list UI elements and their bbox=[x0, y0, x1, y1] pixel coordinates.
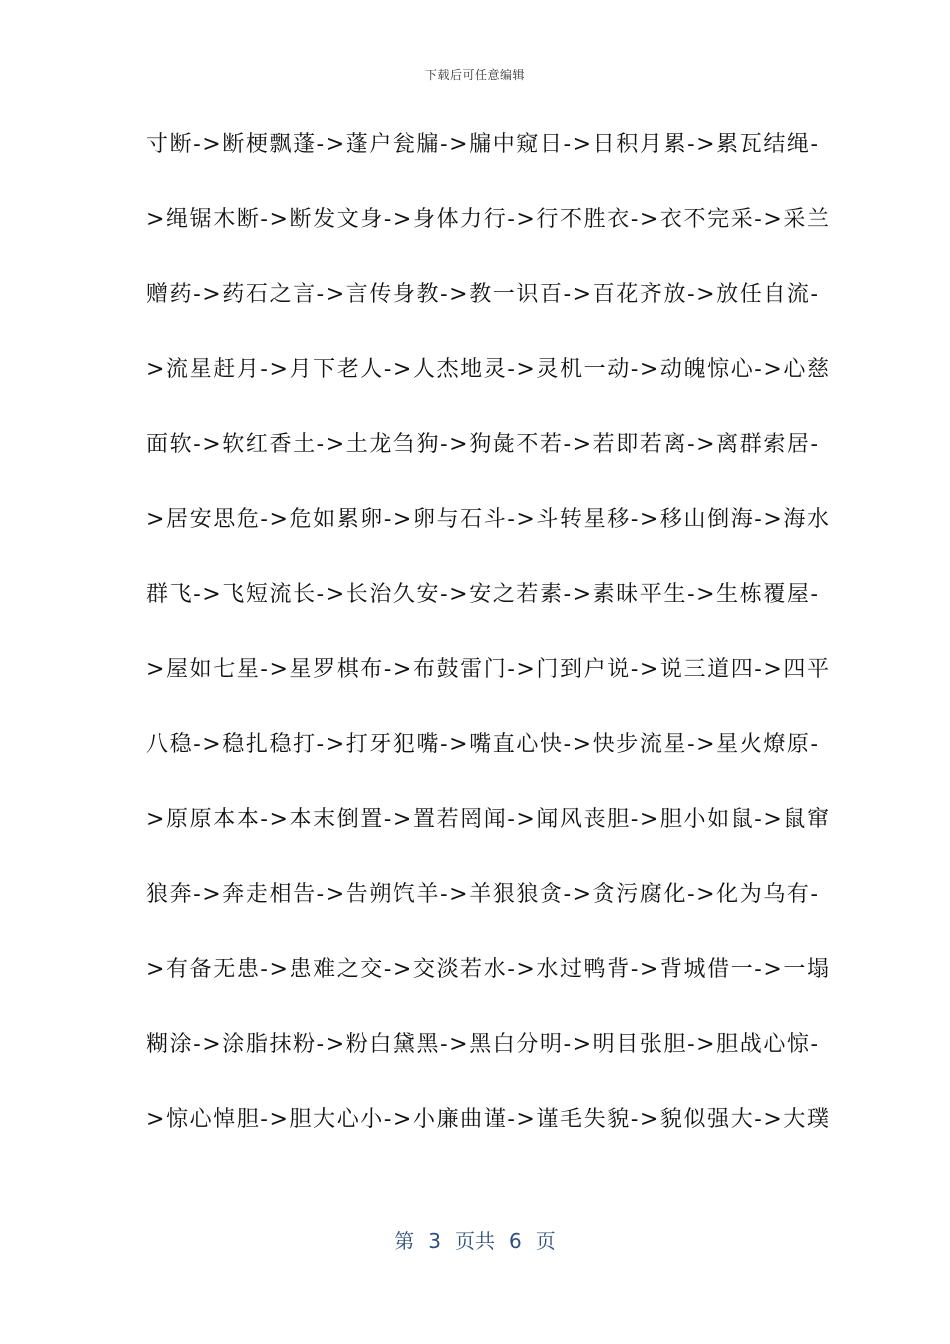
text-line: 糊涂->涂脂抹粉->粉白黛黑->黑白分明->明目张胆->胆战心惊- bbox=[146, 1032, 820, 1057]
text-line: 寸断->断梗飘蓬->蓬户瓮牖->牖中窥日->日积月累->累瓦结绳- bbox=[146, 132, 820, 157]
current-page-number: 3 bbox=[428, 1229, 441, 1253]
footer-prefix: 第 bbox=[394, 1229, 415, 1253]
footer-suffix: 页 bbox=[535, 1229, 556, 1253]
text-line: >有备无患->患难之交->交淡若水->水过鸭背->背城借一->一塌 bbox=[146, 957, 831, 982]
text-line: >惊心悼胆->胆大心小->小廉曲谨->谨毛失貌->貌似强大->大璞 bbox=[146, 1107, 831, 1132]
page-header: 下载后可任意编辑 bbox=[424, 68, 525, 82]
text-line: >屋如七星->星罗棋布->布鼓雷门->门到户说->说三道四->四平 bbox=[146, 657, 831, 682]
text-line: 八稳->稳扎稳打->打牙犯嘴->嘴直心快->快步流星->星火燎原- bbox=[146, 732, 820, 757]
total-page-number: 6 bbox=[509, 1229, 522, 1253]
text-line: >原原本本->本末倒置->置若罔闻->闻风丧胆->胆小如鼠->鼠窜 bbox=[146, 807, 831, 832]
text-line: 群飞->飞短流长->长治久安->安之若素->素昧平生->生栋覆屋- bbox=[146, 582, 820, 607]
text-line: >居安思危->危如累卵->卵与石斗->斗转星移->移山倒海->海水 bbox=[146, 507, 831, 532]
text-line: 面软->软红香土->土龙刍狗->狗彘不若->若即若离->离群索居- bbox=[146, 432, 820, 457]
text-line: >流星赶月->月下老人->人杰地灵->灵机一动->动魄惊心->心慈 bbox=[146, 357, 831, 382]
idiom-chain-text bbox=[146, 127, 831, 1177]
text-line: 赠药->药石之言->言传身教->教一识百->百花齐放->放任自流- bbox=[146, 282, 820, 307]
footer-mid: 页共 bbox=[455, 1229, 495, 1253]
page-number-footer bbox=[0, 1225, 950, 1254]
text-line: >绳锯木断->断发文身->身体力行->行不胜衣->衣不完采->采兰 bbox=[146, 207, 831, 232]
text-line: 狼奔->奔走相告->告朔饩羊->羊狠狼贪->贪污腐化->化为乌有- bbox=[146, 882, 820, 907]
